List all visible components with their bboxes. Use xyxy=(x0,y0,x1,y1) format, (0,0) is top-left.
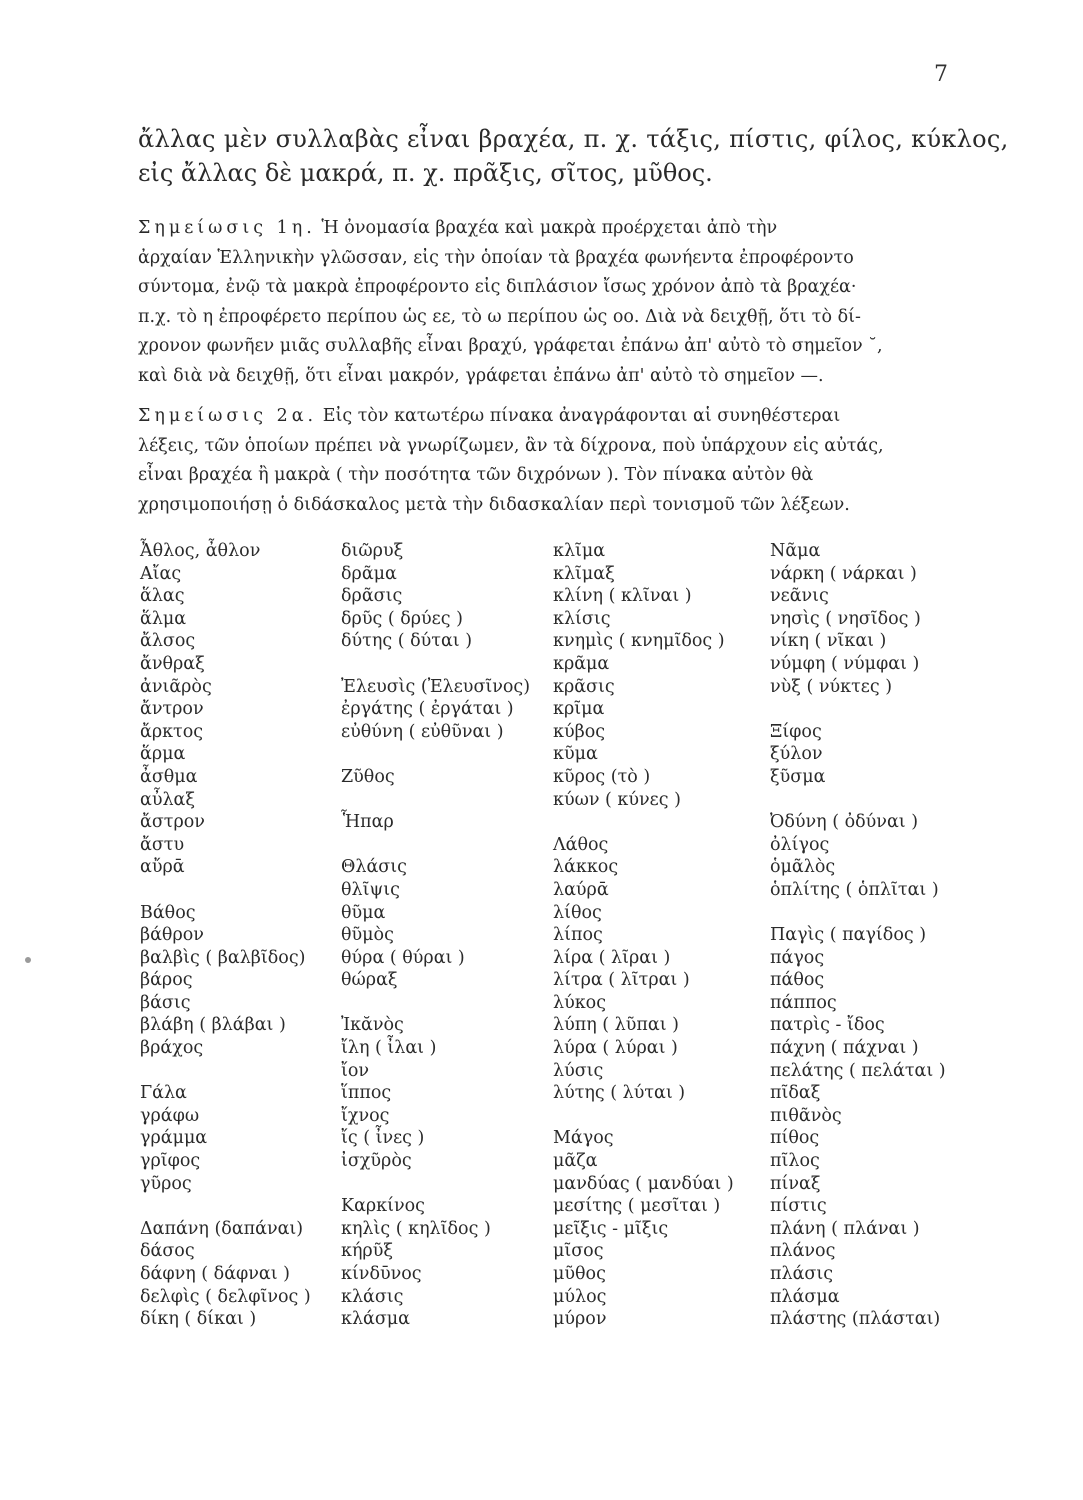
text-line: Εἰς τὸν κατωτέρω πίνακα ἀναγράφονται αἱ συνηθέστεραι xyxy=(322,406,841,426)
word-gap xyxy=(341,653,551,676)
word-entry: κλάσις xyxy=(341,1286,404,1307)
word-gap xyxy=(341,789,551,812)
word-entry: ξύλον xyxy=(770,744,823,765)
word-entry: πλάνη ( πλάναι ) xyxy=(770,1218,920,1239)
word-entry: μανδύας ( μανδύαι ) xyxy=(553,1173,734,1194)
word-entry: ἅρμα xyxy=(140,744,186,765)
word-entry: κίνδῡνος xyxy=(341,1264,422,1284)
word-entry: δελφὶς ( δελφῖνος ) xyxy=(140,1286,311,1307)
word-column-1 xyxy=(140,540,340,1331)
word-gap xyxy=(140,1060,340,1083)
word-entry: Γάλα xyxy=(140,1083,187,1104)
word-entry: λαύρᾱ xyxy=(553,879,609,900)
word-entry: πάχνη ( πάχναι ) xyxy=(770,1038,919,1059)
word-entry: εὐθύνη ( εὐθῦναι ) xyxy=(341,721,504,742)
word-entry: γράφω xyxy=(140,1105,200,1126)
word-entry: ἅλας xyxy=(140,586,185,607)
word-entry: κνημὶς ( κνημῖδος ) xyxy=(553,631,725,652)
word-entry: κρᾶμα xyxy=(553,653,610,674)
word-entry: βάσις xyxy=(140,992,191,1013)
word-entry: κρᾶσις xyxy=(553,676,615,697)
word-entry: ἴον xyxy=(341,1060,370,1081)
word-gap xyxy=(770,698,985,721)
text-line: χρονον φωνῆεν μιᾶς συλλαβῆς εἶναι βραχύ, γράφεται ἐπάνω ἀπ' αὐτὸ τὸ σημεῖον ˘, xyxy=(138,336,883,356)
word-entry: θῦμα xyxy=(341,902,386,923)
word-entry: πίστις xyxy=(770,1196,827,1217)
word-entry: νάρκη ( νάρκαι ) xyxy=(770,563,917,584)
word-entry: λάκκος xyxy=(553,857,619,878)
word-entry: Ἧπαρ xyxy=(341,812,394,833)
word-entry: πάθος xyxy=(770,970,825,991)
word-entry: δρῦς ( δρύες ) xyxy=(341,608,463,629)
word-entry: Ὀδύνη ( ὀδύναι ) xyxy=(770,812,919,833)
word-entry: λύκος xyxy=(553,992,607,1013)
word-entry: Καρκίνος xyxy=(341,1196,425,1217)
word-entry: ἐργάτης ( ἐργάται ) xyxy=(341,699,514,720)
intro-paragraph xyxy=(138,122,1009,190)
word-entry: κύων ( κύνες ) xyxy=(553,789,681,810)
word-entry: νὺξ ( νύκτες ) xyxy=(770,676,893,697)
word-entry: Ζῦθος xyxy=(341,766,395,787)
word-entry: ἄρκτος xyxy=(140,721,204,742)
word-entry: κλάσμα xyxy=(341,1309,410,1330)
word-gap xyxy=(770,902,985,925)
word-entry: ἄστυ xyxy=(140,834,185,855)
text-line: σύντομα, ἐνῷ τὰ μακρὰ ἐπροφέροντο εἰς διπλάσιον ἴσως χρόνον ἀπὸ τὰ βραχέα· xyxy=(138,277,857,297)
word-entry: θλῖψις xyxy=(341,879,400,900)
word-entry: Μάγος xyxy=(553,1128,614,1149)
word-entry: πάππος xyxy=(770,992,837,1013)
word-column-3 xyxy=(553,540,768,1331)
word-entry: κήρῦξ xyxy=(341,1241,393,1262)
word-entry: κλίσις xyxy=(553,608,611,629)
word-entry: μῦθος xyxy=(553,1264,606,1284)
word-entry: ὀλίγος xyxy=(770,834,830,855)
note-2-first-line xyxy=(138,402,958,432)
word-entry: θώραξ xyxy=(341,970,398,991)
word-entry: Λάθος xyxy=(553,834,609,855)
note-2-heading: Σημείωσις 2α. xyxy=(138,406,318,426)
word-entry: μύρον xyxy=(553,1309,607,1330)
word-entry: θῦμὸς xyxy=(341,925,394,946)
text-line: εἰς ἄλλας δὲ μακρά, π. χ. πρᾶξις, σῖτος, μῦθος. xyxy=(138,159,713,187)
page-number: 7 xyxy=(934,62,948,87)
word-entry: λίθος xyxy=(553,902,602,923)
word-gap xyxy=(553,811,768,834)
word-entry: λύτης ( λύται ) xyxy=(553,1083,686,1104)
word-entry: κῦρος (τὸ ) xyxy=(553,766,651,787)
word-entry: πάγος xyxy=(770,947,825,968)
word-entry: Νᾶμα xyxy=(770,541,821,561)
word-entry: ἄνθραξ xyxy=(140,653,205,674)
word-entry: βάρος xyxy=(140,970,193,991)
word-entry: δρᾶμα xyxy=(341,563,397,584)
word-entry: βαλβὶς ( βαλβῖδος) xyxy=(140,947,306,968)
text-line: καὶ διὰ νὰ δειχθῇ, ὅτι εἶναι μακρόν, γράφεται ἐπάνω ἀπ' αὐτὸ τὸ σημεῖον —. xyxy=(138,365,824,386)
text-line: ἄλλας μὲν συλλαβὰς εἶναι βραχέα, π. χ. τάξις, πίστις, φίλος, κύκλος, xyxy=(138,125,1009,153)
word-column-4 xyxy=(770,540,985,1331)
word-entry: Δαπάνη (δαπάναι) xyxy=(140,1218,304,1239)
text-line: χρησιμοποιήσῃ ὁ διδάσκαλος μετὰ τὴν διδασκαλίαν περὶ τονισμοῦ τῶν λέξεων. xyxy=(138,494,850,515)
word-entry: ἴς ( ἶνες ) xyxy=(341,1128,425,1149)
note-2 xyxy=(138,402,958,520)
word-entry: δρᾶσις xyxy=(341,586,403,607)
word-entry: κρῖμα xyxy=(553,699,605,720)
word-entry: ἄστρον xyxy=(140,812,205,833)
word-entry: λίπος xyxy=(553,925,603,946)
word-entry: δάφνη ( δάφναι ) xyxy=(140,1264,290,1284)
word-entry: Ἆθλος, ἆθλον xyxy=(140,541,261,561)
word-entry: ἄντρον xyxy=(140,699,204,720)
word-entry: ἄλσος xyxy=(140,631,196,652)
word-entry: κλῖμαξ xyxy=(553,563,615,584)
word-entry: Ἐλευσὶς (Ἐλευσῖνος) xyxy=(341,676,531,697)
word-entry: λίρα ( λῖραι ) xyxy=(553,947,671,968)
word-entry: δύτης ( δύται ) xyxy=(341,631,473,652)
word-entry: Ξίφος xyxy=(770,721,822,742)
word-entry: λύσις xyxy=(553,1060,604,1081)
note-1-first-line xyxy=(138,214,958,244)
word-entry: Παγὶς ( παγίδος ) xyxy=(770,925,927,946)
word-entry: νύμφη ( νύμφαι ) xyxy=(770,653,920,674)
word-entry: Αἴας xyxy=(140,563,182,584)
word-entry: γῦρος xyxy=(140,1173,192,1194)
margin-ink-dot xyxy=(25,957,31,963)
word-entry: Ἰκᾰνὸς xyxy=(341,1015,404,1036)
word-entry: κλίνη ( κλῖναι ) xyxy=(553,586,692,607)
word-entry: λύρα ( λύραι ) xyxy=(553,1038,678,1059)
word-entry: ἴλη ( ἶλαι ) xyxy=(341,1038,437,1059)
word-entry: νίκη ( νῖκαι ) xyxy=(770,631,887,652)
word-gap xyxy=(770,789,985,812)
word-entry: νησὶς ( νησῖδος ) xyxy=(770,608,921,629)
word-entry: ξῦσμα xyxy=(770,766,826,787)
word-entry: πῖδαξ xyxy=(770,1083,821,1104)
word-gap xyxy=(341,743,551,766)
word-entry: ὁπλίτης ( ὁπλῖται ) xyxy=(770,879,939,900)
word-entry: Θλάσις xyxy=(341,857,407,878)
word-entry: λίτρα ( λῖτραι ) xyxy=(553,970,690,991)
word-entry: ἀνιᾶρὸς xyxy=(140,676,212,697)
word-entry: ἴχνος xyxy=(341,1105,390,1126)
word-entry: θύρα ( θύραι ) xyxy=(341,947,465,968)
word-gap xyxy=(140,1195,340,1218)
word-entry: δίκη ( δίκαι ) xyxy=(140,1309,257,1330)
word-gap xyxy=(553,1105,768,1128)
word-entry: μᾶζα xyxy=(553,1151,598,1172)
word-entry: ἆσθμα xyxy=(140,766,198,787)
word-entry: γρῖφος xyxy=(140,1151,201,1172)
word-entry: ὁμᾶλὸς xyxy=(770,857,836,878)
word-entry: βράχος xyxy=(140,1038,204,1059)
word-entry: πῖλος xyxy=(770,1151,820,1172)
word-entry: διῶρυξ xyxy=(341,541,404,561)
note-1 xyxy=(138,214,958,391)
word-entry: ἰσχῦρὸς xyxy=(341,1151,412,1172)
word-entry: Βάθος xyxy=(140,902,196,923)
word-entry: κηλὶς ( κηλῖδος ) xyxy=(341,1218,491,1239)
word-entry: βάθρον xyxy=(140,925,204,946)
word-entry: πλάστης (πλάσται) xyxy=(770,1309,941,1330)
word-entry: πιθᾶνὸς xyxy=(770,1105,842,1126)
word-entry: πλάνος xyxy=(770,1241,836,1262)
word-entry: κλῖμα xyxy=(553,541,606,561)
word-entry: μῖσος xyxy=(553,1241,604,1262)
word-entry: μεσίτης ( μεσῖται ) xyxy=(553,1196,721,1217)
text-line: εἶναι βραχέα ἢ μακρὰ ( τὴν ποσότητα τῶν διχρόνων ). Τὸν πίνακα αὐτὸν θὰ xyxy=(138,465,814,485)
word-entry: πίθος xyxy=(770,1128,820,1149)
word-gap xyxy=(341,1173,551,1196)
word-entry: λύπη ( λῦπαι ) xyxy=(553,1015,679,1036)
word-entry: πλάσις xyxy=(770,1264,834,1284)
word-gap xyxy=(341,834,551,857)
word-entry: ἅλμα xyxy=(140,608,187,629)
word-gap xyxy=(140,879,340,902)
word-gap xyxy=(341,992,551,1015)
word-entry: νεᾶνις xyxy=(770,586,829,607)
word-entry: αὔρᾱ xyxy=(140,857,185,878)
word-entry: πίναξ xyxy=(770,1173,821,1194)
text-line: λέξεις, τῶν ὁποίων πρέπει νὰ γνωρίζωμεν, ἂν τὰ δίχρονα, ποὺ ὑπάρχουν εἰς αὐτάς, xyxy=(138,435,884,456)
text-line: π.χ. τὸ η ἐπροφέρετο περίπου ὡς εε, τὸ ω περίπου ὡς οο. Διὰ νὰ δειχθῇ, ὅτι τὸ δί- xyxy=(138,306,861,327)
word-entry: αὖλαξ xyxy=(140,789,196,810)
word-entry: μεῖξις - μῖξις xyxy=(553,1218,669,1239)
text-line: Ἡ ὀνομασία βραχέα καὶ μακρὰ προέρχεται ἀπὸ τὴν xyxy=(321,218,778,238)
word-entry: ἵππος xyxy=(341,1083,392,1104)
text-line: ἀρχαίαν Ἑλληνικὴν γλῶσσαν, εἰς τὴν ὁποίαν τὰ βραχέα φωνήεντα ἐπροφέροντο xyxy=(138,247,854,268)
word-entry: πατρὶς - ἴδος xyxy=(770,1015,885,1036)
word-column-2 xyxy=(341,540,551,1331)
word-entry: γράμμα xyxy=(140,1128,208,1149)
word-entry: πελάτης ( πελάται ) xyxy=(770,1060,946,1081)
word-entry: πλάσμα xyxy=(770,1286,840,1307)
word-entry: βλάβη ( βλάβαι ) xyxy=(140,1015,286,1036)
word-entry: κύβος xyxy=(553,721,606,742)
word-entry: δάσος xyxy=(140,1241,195,1262)
word-entry: κῦμα xyxy=(553,744,598,765)
note-1-heading: Σημείωσις 1η. xyxy=(138,218,316,238)
word-table xyxy=(0,540,1083,1340)
word-entry: μύλος xyxy=(553,1286,607,1307)
